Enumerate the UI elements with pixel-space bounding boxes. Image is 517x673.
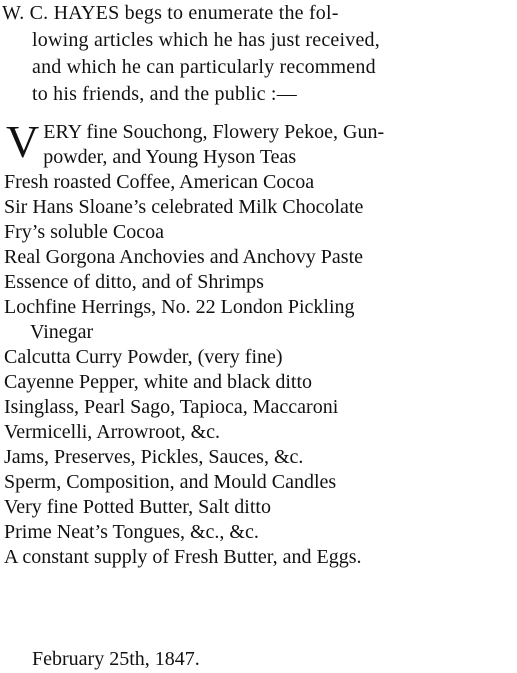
list-item-continuation: Vinegar	[30, 321, 94, 343]
list-item: Calcutta Curry Powder, (very fine)	[4, 346, 283, 368]
list-item: Cayenne Pepper, white and black ditto	[4, 371, 312, 393]
list-item: Sir Hans Sloane’s celebrated Milk Chocolate	[4, 196, 364, 218]
intro-line: and which he can particularly recommend	[32, 56, 376, 78]
list-item: Essence of ditto, and of Shrimps	[4, 271, 264, 293]
drop-cap-letter: V	[6, 116, 40, 167]
intro-line: to his friends, and the public :—	[32, 83, 297, 105]
list-item: Lochfine Herrings, No. 22 London Pickling	[4, 296, 355, 318]
article-list	[4, 116, 516, 570]
list-item: Fresh roasted Coffee, American Cocoa	[4, 171, 315, 193]
list-item: Fry’s soluble Cocoa	[4, 221, 164, 243]
article-text: ERY fine Souchong, Flowery Pekoe, Gun-	[43, 121, 385, 143]
advertisement-date: February 25th, 1847.	[32, 648, 200, 670]
intro-paragraph	[2, 0, 516, 108]
list-item: Vermicelli, Arrowroot, &c.	[4, 421, 221, 443]
list-item: Very fine Potted Butter, Salt ditto	[4, 496, 271, 518]
list-item: Jams, Preserves, Pickles, Sauces, &c.	[4, 446, 304, 468]
list-item: A constant supply of Fresh Butter, and Eggs.	[4, 546, 362, 568]
list-item: Real Gorgona Anchovies and Anchovy Paste	[4, 246, 364, 268]
article-text-continuation: powder, and Young Hyson Teas	[43, 146, 297, 168]
list-item: Sperm, Composition, and Mould Candles	[4, 471, 337, 493]
intro-line: lowing articles which he has just received,	[32, 29, 380, 51]
intro-line: W. C. HAYES begs to enumerate the fol-	[2, 2, 339, 24]
list-item: Prime Neat’s Tongues, &c., &c.	[4, 521, 259, 543]
article-item-teas	[4, 116, 516, 170]
list-item: Isinglass, Pearl Sago, Tapioca, Maccaroni	[4, 396, 339, 418]
